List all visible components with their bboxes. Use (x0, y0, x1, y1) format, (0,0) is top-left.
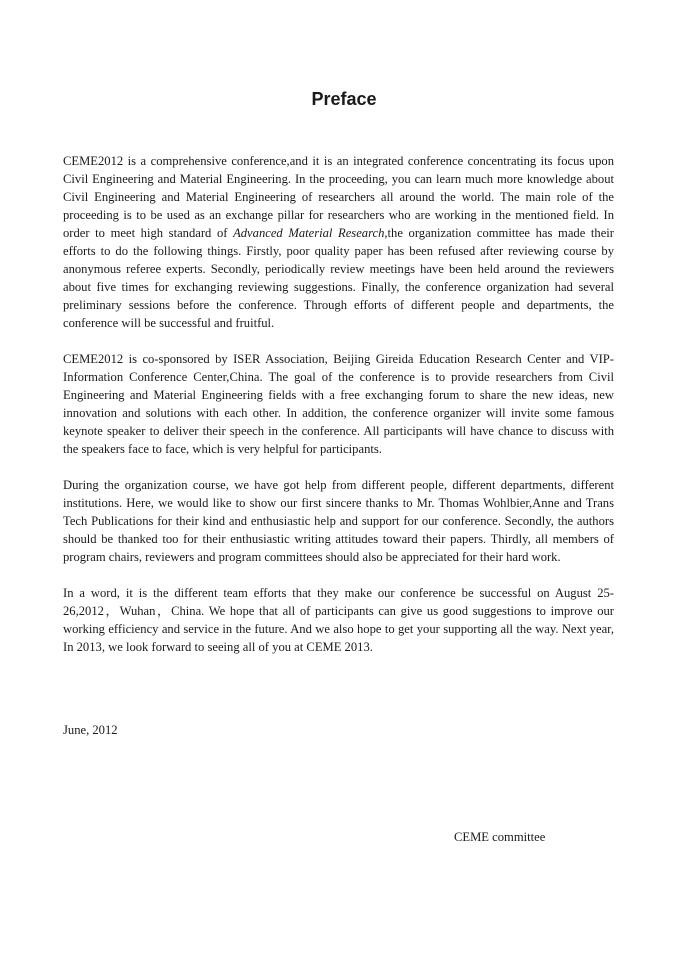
paragraph-1-text-a: CEME2012 is a comprehensive conference,and it is an integrated conference concentrating its focus upon Civil Engineering and Material Engineering. In the proceeding, you can learn much more knowledge about Civil Engineering and Material Engineering of researchers all around the world. The main role of the proceeding is to be used as an exchange pillar for researchers who are working in the mentioned field. In order to meet high standard of (63, 154, 614, 240)
page-title: Preface (311, 89, 377, 109)
paragraph-1-text-b: the organization committee has made their efforts to do the following things. Firstly, poor quality paper has been refused after reviewing course by anonymous referee experts. Secondly, periodically review meetings have been held around the reviewers about five times for exchanging reviewing suggestions. Finally, the conference organization had several preliminary sessions before the conference. Through efforts of different people and departments, the conference will be successful and fruitful. (63, 226, 614, 330)
journal-name-italic: Advanced Material Research, (233, 226, 388, 240)
paragraph-4: In a word, it is the different team efforts that they make our conference be successful on August 25-26,2012，Wuhan，China. We hope that all of participants can give us good suggestions to improve our working efficiency and service in the future. And we also hope to get your supporting all the way. Next year, In 2013, we look forward to seeing all of you at CEME 2013. (63, 586, 614, 654)
date-line: June, 2012 (63, 723, 118, 737)
paragraph-3: During the organization course, we have got help from different people, different departments, different institutions. Here, we would like to show our first sincere thanks to Mr. Thomas Wohlbier,Anne and Trans Tech Publications for their kind and enthusiastic help and support for our conference. Secondly, the authors should be thanked too for their enthusiastic writing attitudes toward their papers. Thirdly, all members of program chairs, reviewers and program committees should also be appreciated for their hard work. (63, 478, 614, 564)
paragraph-1 (63, 152, 614, 332)
signature: CEME committee (454, 830, 546, 844)
preface-body (63, 152, 614, 674)
paragraph-2: CEME2012 is co-sponsored by ISER Association, Beijing Gireida Education Research Center and VIP-Information Conference Center,China. The goal of the conference is to provide researchers from Civil Engineering and Material Engineering fields with a free exchanging forum to share the new ideas, new innovation and solutions with each other. In addition, the conference organizer will invite some famous keynote speaker to deliver their speech in the conference. All participants will have chance to discuss with the speakers face to face, which is very helpful for participants. (63, 352, 614, 456)
